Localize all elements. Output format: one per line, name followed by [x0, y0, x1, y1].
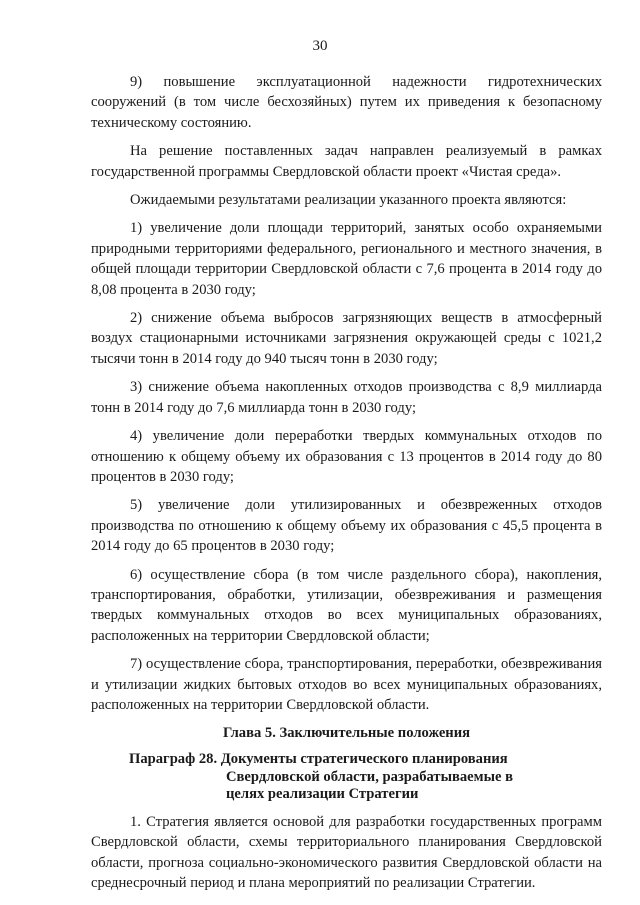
- section-heading-line: Параграф 28. Документы стратегического планирования: [129, 751, 508, 768]
- paragraph-result-1: 1) увеличение доли площади территорий, занятых особо охраняемыми природными территориями федерального, регионального и местного значения, в общей площади территории Свердловской области с 7,6 процента в 2014 году до 8,08 процента в 2030 году;: [91, 220, 602, 298]
- paragraph-result-2: 2) снижение объема выбросов загрязняющих веществ в атмосферный воздух стационарными источниками загрязнения окружающей среды с 1021,2 тысячи тонн в 2014 году до 940 тысяч тонн в 2030 году;: [91, 310, 602, 367]
- paragraph-result-5: 5) увеличение доли утилизированных и обезвреженных отходов производства по отношению к общему объему их образования с 45,5 процента в 2014 году до 65 процентов в 2030 году;: [91, 497, 602, 555]
- paragraph-strategy-basis: 1. Стратегия является основой для разработки государственных программ Свердловской области, схемы территориального планирования Свердловской области, прогноза социально-экономического развития Свердловской области на среднесрочный период и плана мероприятий по реализации Стратегии.: [91, 813, 602, 892]
- paragraph-result-4: 4) увеличение доли переработки твердых коммунальных отходов по отношению к общему объему их образования с 13 процентов в 2014 году до 80 процентов в 2030 году;: [91, 428, 602, 485]
- section-heading-line: целях реализации Стратегии: [226, 786, 419, 803]
- section-heading-line: Свердловской области, разрабатываемые в: [226, 768, 513, 785]
- paragraph-result-7: 7) осуществление сбора, транспортирования, переработки, обезвреживания и утилизации жидких бытовых отходов во всех муниципальных образованиях, расположенных на территории Свердловской области.: [91, 656, 602, 713]
- document-body: [91, 72, 602, 902]
- chapter-heading: Глава 5. Заключительные положения: [222, 725, 471, 742]
- page-number: 30: [312, 38, 328, 54]
- paragraph-expected-results: Ожидаемыми результатами реализации указанного проекта являются:: [130, 192, 567, 209]
- paragraph-result-3: 3) снижение объема накопленных отходов производства с 8,9 миллиарда тонн в 2014 году до 7,6 миллиарда тонн в 2030 году;: [91, 379, 602, 416]
- paragraph-project-intro: На решение поставленных задач направлен реализуемый в рамках государственной программы Свердловской области проект «Чистая среда».: [91, 143, 602, 180]
- section-heading: [91, 751, 602, 804]
- paragraph-item-9: 9) повышение эксплуатационной надежности гидротехнических сооружений (в том числе бесхозяйных) путем их приведения к безопасному техническому состоянию.: [91, 74, 602, 131]
- paragraph-result-6: 6) осуществление сбора (в том числе раздельного сбора), накопления, транспортирования, обработки, утилизации, обезвреживания и размещения твердых коммунальных отходов во всех муниципальных образованиях, расположенных на территории Свердловской области;: [91, 566, 602, 644]
